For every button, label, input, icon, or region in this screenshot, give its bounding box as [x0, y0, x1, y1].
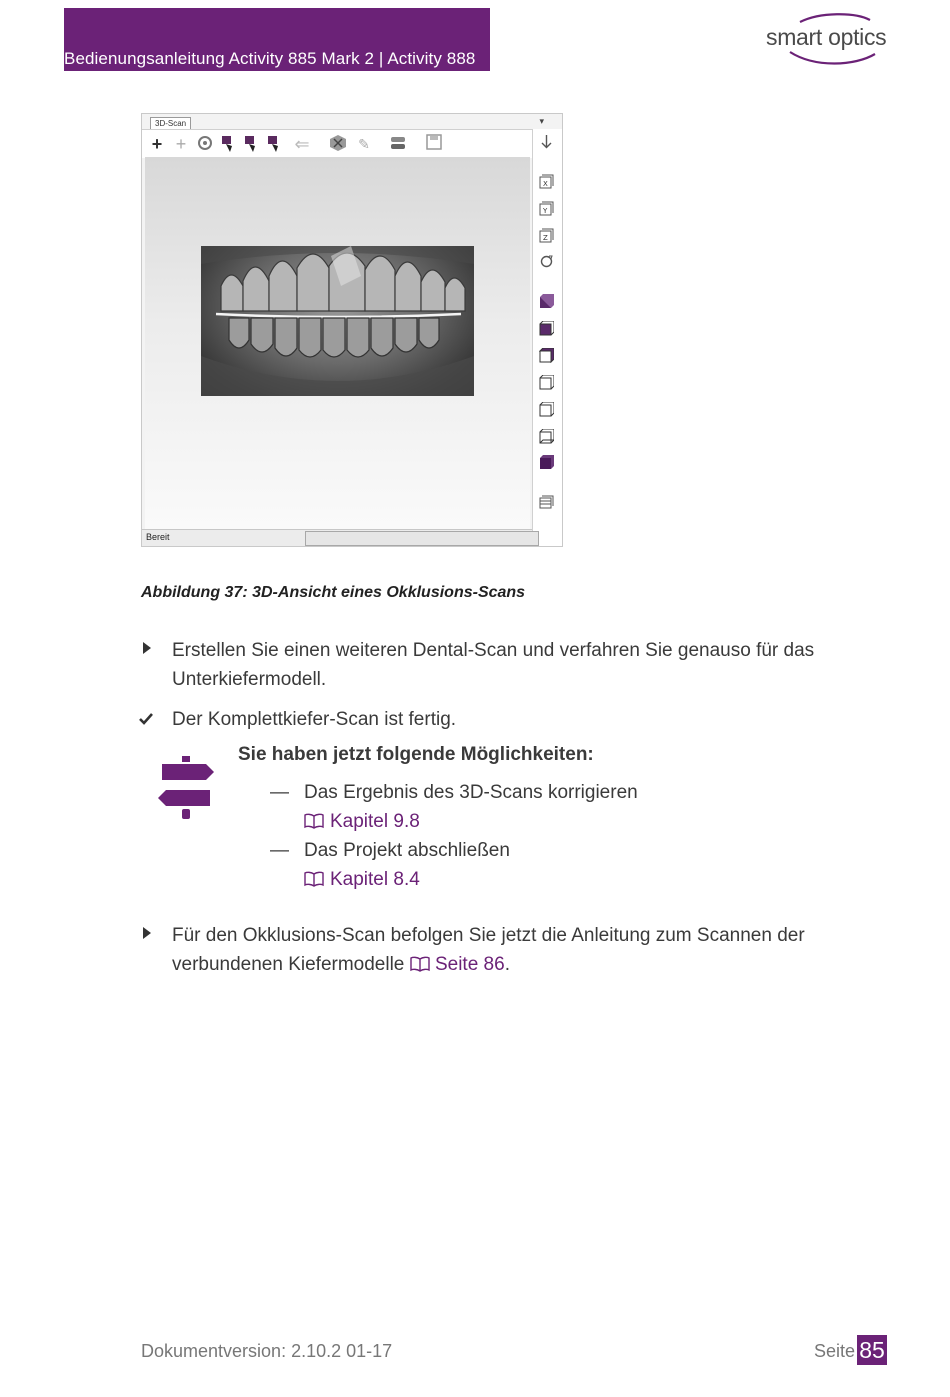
svg-text:Z: Z	[543, 234, 548, 242]
occlusion-scan-image	[201, 246, 474, 396]
page-ref-link[interactable]	[410, 954, 505, 975]
dash-bullet: —	[270, 782, 289, 803]
book-icon	[304, 871, 324, 887]
dash-bullet: —	[270, 840, 289, 861]
page-ref-label[interactable]: Seite 86	[434, 954, 505, 975]
3d-viewport[interactable]	[145, 157, 530, 529]
tab-3d-scan[interactable]: 3D-Scan	[150, 117, 191, 129]
save-icon[interactable]	[424, 134, 444, 154]
cube-front-icon[interactable]	[539, 321, 554, 336]
book-icon	[410, 956, 430, 972]
svg-text:X: X	[543, 180, 548, 188]
option-ref-1[interactable]	[304, 811, 420, 833]
signpost-icon	[156, 754, 216, 822]
jaw-icon[interactable]	[388, 134, 408, 154]
page-number: 85	[857, 1335, 887, 1365]
header-bar	[64, 8, 490, 71]
arrow-left-icon[interactable]: ⇐	[294, 134, 310, 154]
figure-caption: Abbildung 37: 3D-Ansicht eines Okklusions-Scans	[141, 584, 526, 601]
svg-text:Y: Y	[543, 207, 548, 215]
cube-side-icon[interactable]	[539, 348, 554, 363]
step-paragraph-2	[172, 921, 832, 979]
view-z-icon[interactable]	[539, 228, 554, 243]
cube-outline-icon[interactable]	[539, 429, 554, 444]
step-2-text: Für den Okklusions-Scan befolgen Sie jetzt die Anleitung zum Scannen der verbundenen Kiefermodelle	[172, 925, 805, 975]
tooth-marker-icon[interactable]	[218, 134, 238, 154]
status-text: Bereit	[146, 532, 170, 542]
checkmark-icon	[139, 712, 153, 728]
rotate-icon[interactable]	[195, 134, 215, 154]
view-x-icon[interactable]	[539, 174, 554, 189]
cube-filled-icon[interactable]	[539, 294, 554, 309]
plus-gray-icon[interactable]: +	[175, 134, 187, 154]
cube-solid-icon[interactable]	[539, 455, 554, 470]
page-label: Seite	[814, 1341, 856, 1361]
pin-icon[interactable]: ▾	[539, 116, 544, 126]
tooth-marker-icon[interactable]	[241, 134, 261, 154]
options-title: Sie haben jetzt folgende Möglichkeiten:	[238, 744, 594, 765]
rotate-view-icon[interactable]	[539, 254, 554, 269]
brush-icon[interactable]: ✎	[358, 136, 370, 152]
logo-text: smart optics	[766, 24, 887, 50]
smart-optics-logo	[760, 8, 895, 68]
option-text-1: Das Ergebnis des 3D-Scans korrigieren	[304, 782, 638, 803]
cube-x-icon[interactable]	[328, 134, 348, 154]
view-y-icon[interactable]	[539, 201, 554, 216]
option-ref-2-label[interactable]: Kapitel 8.4	[330, 869, 420, 890]
scan-window-screenshot	[141, 113, 563, 547]
option-ref-1-label[interactable]: Kapitel 9.8	[330, 811, 420, 832]
step-2-end: .	[504, 954, 510, 975]
triangle-bullet-icon	[142, 641, 152, 658]
book-icon	[304, 813, 324, 829]
scan-toolbar	[142, 129, 532, 158]
view-toolbar	[532, 129, 563, 546]
cube-outline-icon[interactable]	[539, 402, 554, 417]
option-text-2: Das Projekt abschließen	[304, 840, 510, 861]
result-paragraph: Der Komplettkiefer-Scan ist fertig.	[172, 709, 457, 730]
layers-icon[interactable]	[539, 494, 554, 509]
status-bar	[142, 529, 532, 547]
document-title: Bedienungsanleitung Activity 885 Mark 2 | Activity 888	[64, 49, 476, 68]
progress-bar	[305, 531, 539, 546]
arrow-down-icon[interactable]	[539, 134, 554, 149]
tooth-marker-icon[interactable]	[264, 134, 284, 154]
step-paragraph-1: Erstellen Sie einen weiteren Dental-Scan und verfahren Sie genauso für das Unterkiefermodell.	[172, 640, 815, 690]
triangle-bullet-icon	[142, 926, 152, 943]
option-ref-2[interactable]	[304, 869, 420, 891]
cube-outline-icon[interactable]	[539, 375, 554, 390]
document-version: Dokumentversion: 2.10.2 01-17	[141, 1341, 393, 1361]
plus-icon[interactable]: +	[151, 134, 163, 154]
